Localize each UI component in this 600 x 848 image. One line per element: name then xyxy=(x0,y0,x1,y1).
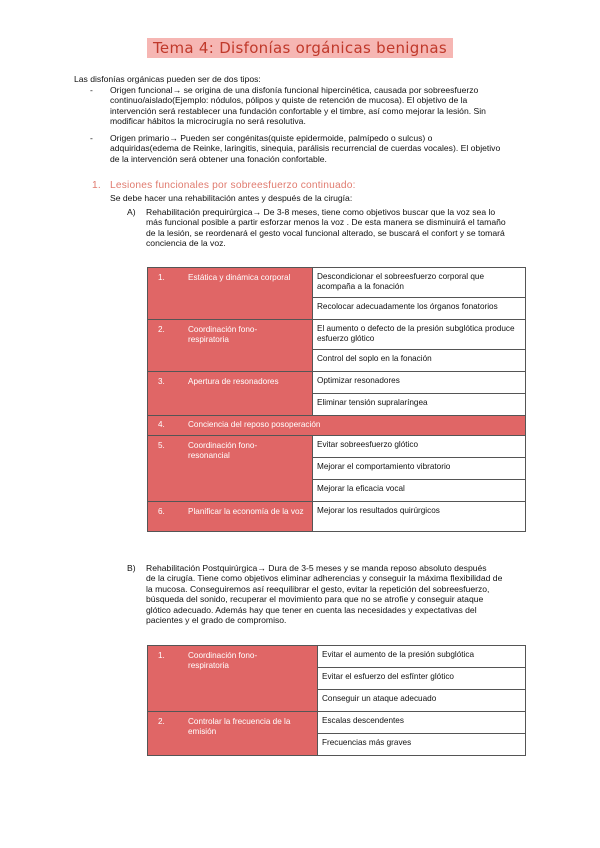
text-line: conciencia de la voz. xyxy=(146,238,226,249)
table-cell-item xyxy=(313,320,526,350)
objective-text: Mejorar la eficacia vocal xyxy=(317,484,405,493)
section-intro: Se debe hacer una rehabilitación antes y después de la cirugía: xyxy=(110,193,353,203)
table-cell-label xyxy=(148,320,313,372)
table-cell-full xyxy=(148,416,526,436)
table-cell-item xyxy=(313,436,526,458)
objective-text: Frecuencias más graves xyxy=(322,738,412,747)
text-line: continuo/aislado(Ejemplo: nódulos, pólipos y quiste de retención de mucosa). El objetivo de la xyxy=(110,95,468,106)
postquirurgica-table xyxy=(147,645,526,756)
objective-text: Evitar el esfuerzo del esfínter glótico xyxy=(322,672,454,681)
row-label: Coordinación fono-respiratoria xyxy=(188,651,258,670)
objective-text: Escalas descendentes xyxy=(322,716,404,725)
row-label: Estática y dinámica corporal xyxy=(188,273,291,282)
objective-text: Descondicionar el sobreesfuerzo corporal que acompaña a la fonación xyxy=(317,272,485,291)
table-row xyxy=(148,320,526,350)
row-number: 2. xyxy=(158,717,165,726)
text-line: la mucosa. Conseguiremos así reequilibrar el gesto, evitar la repetición del sobreesfuerzo, xyxy=(146,583,490,594)
row-label: Planificar la economía de la voz xyxy=(188,507,304,516)
objective-text: El aumento o defecto de la presión subglótica produce esfuerzo glótico xyxy=(317,324,515,343)
page-title: Tema 4: Disfonías orgánicas benignas xyxy=(147,38,453,58)
row-number: 2. xyxy=(158,325,165,334)
row-label: Apertura de resonadores xyxy=(188,377,279,386)
text-line: Origen primario→ Pueden ser congénitas(quiste epidermoide, palmípedo o sulcus) o xyxy=(110,133,433,143)
bullet-origen-primario xyxy=(110,133,530,164)
part-a-letter: A) xyxy=(127,207,136,217)
text-line: pacientes y el grado de compromiso. xyxy=(146,615,287,626)
table-cell-item xyxy=(313,480,526,502)
table-cell-label xyxy=(148,268,313,320)
row-number: 5. xyxy=(158,441,165,450)
text-line: modificar hábitos la microcirugía no será resolutiva. xyxy=(110,116,306,127)
table-row xyxy=(148,416,526,436)
table-cell-item xyxy=(313,350,526,372)
text-line: intervención será restablecer una fundación confortable y el timbre, así como mejorar la lesión. Sin xyxy=(110,105,486,116)
text-line: Rehabilitación Postquirúrgica→ Dura de 3-5 meses y se manda reposo absoluto después xyxy=(146,563,487,573)
table-cell-item xyxy=(318,646,526,668)
table-cell-item xyxy=(313,502,526,532)
row-number: 3. xyxy=(158,377,165,386)
title-wrap xyxy=(0,38,600,58)
table-cell-label xyxy=(148,436,313,502)
table-cell-item xyxy=(318,734,526,756)
objective-text: Optimizar resonadores xyxy=(317,376,400,385)
objective-text: Recolocar adecuadamente los órganos fonatorios xyxy=(317,302,498,311)
table-cell-item xyxy=(313,298,526,320)
table-cell-item xyxy=(318,690,526,712)
part-b-letter: B) xyxy=(127,563,136,573)
table-cell-item xyxy=(313,268,526,298)
table-row xyxy=(148,268,526,298)
row-label: Controlar la frecuencia de la emisión xyxy=(188,717,291,736)
text-line: búsqueda del sonido, recuperar el movimiento para que no se atrofie y conseguir ataque xyxy=(146,594,484,605)
part-a-text xyxy=(146,207,536,249)
table-row xyxy=(148,372,526,394)
objective-text: Conseguir un ataque adecuado xyxy=(322,694,437,703)
table-row xyxy=(148,502,526,532)
objective-text: Eliminar tensión supralaríngea xyxy=(317,398,428,407)
table-row xyxy=(148,646,526,668)
row-number: 1. xyxy=(158,273,165,282)
table-cell-label xyxy=(148,712,318,756)
row-number: 4. xyxy=(158,420,165,429)
table-cell-item xyxy=(313,458,526,480)
row-label: Coordinación fono-respiratoria xyxy=(188,325,258,344)
table-row xyxy=(148,712,526,734)
objective-text: Evitar sobreesfuerzo glótico xyxy=(317,440,419,449)
table-cell-item xyxy=(318,712,526,734)
text-line: adquiridas(edema de Reinke, laringitis, sinequia, parálisis recurrencial de cuerdas vocales). El objetivo xyxy=(110,143,501,154)
table-cell-label xyxy=(148,502,313,532)
part-b-text xyxy=(146,563,536,625)
table-cell-item xyxy=(313,372,526,394)
table-cell-label xyxy=(148,646,318,712)
section-number: 1. xyxy=(92,180,101,191)
table-cell-item xyxy=(313,394,526,416)
section-heading: Lesiones funcionales por sobreesfuerzo continuado: xyxy=(110,180,356,191)
table-cell-item xyxy=(318,668,526,690)
text-line: de la lesión, se reordenará el gesto vocal funcional alterado, se buscará el confort y se tomará xyxy=(146,227,505,238)
text-line: de la cirugía. Tiene como objetivos eliminar adherencias y conseguir la máxima flexibilidad de xyxy=(146,573,503,584)
table-row xyxy=(148,436,526,458)
prequirurgica-table xyxy=(147,267,526,532)
row-label: Conciencia del reposo posoperación xyxy=(188,420,321,429)
text-line: glótico adecuado. Además hay que tener en cuenta las necesidades y expectativas del xyxy=(146,604,477,615)
text-line: de la intervención será obtener una fonación confortable. xyxy=(110,153,327,164)
text-line: Origen funcional→ se origina de una disfonía funcional hipercinética, causada por sobreesfuerzo xyxy=(110,85,479,95)
row-number: 1. xyxy=(158,651,165,660)
text-line: más funcional posible a partir esforzar menos la voz . De esta manera se disminuirá el tamaño xyxy=(146,217,506,228)
intro-text: Las disfonías orgánicas pueden ser de dos tipos: xyxy=(74,74,261,84)
row-number: 6. xyxy=(158,507,165,516)
objective-text: Control del soplo en la fonación xyxy=(317,354,432,363)
text-line: Rehabilitación prequirúrgica→ De 3-8 meses, tiene como objetivos buscar que la voz sea lo xyxy=(146,207,496,217)
bullet-dash: - xyxy=(90,133,93,143)
table-cell-label xyxy=(148,372,313,416)
row-label: Coordinación fono-resonancial xyxy=(188,441,258,460)
objective-text: Mejorar los resultados quirúrgicos xyxy=(317,506,440,515)
bullet-origen-funcional xyxy=(110,85,530,127)
objective-text: Evitar el aumento de la presión subglótica xyxy=(322,650,475,659)
objective-text: Mejorar el comportamiento vibratorio xyxy=(317,462,451,471)
bullet-dash: - xyxy=(90,85,93,95)
